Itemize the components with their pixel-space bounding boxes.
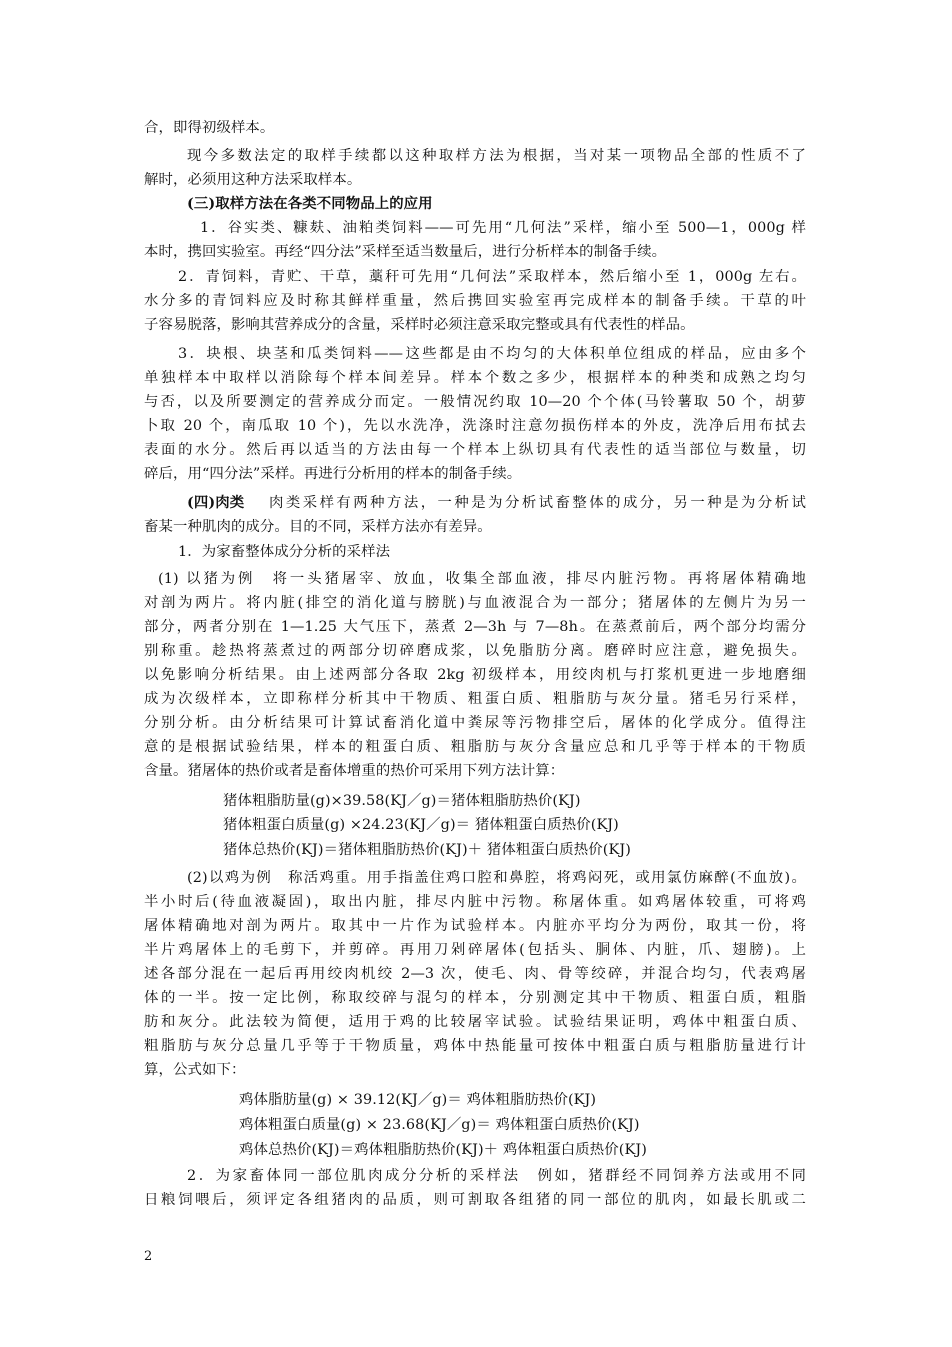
text-line: 对剖为两片。将内脏(排空的消化道与膀胱)与血液混合为一部分；猪屠体的左侧片为另一: [144, 595, 806, 611]
text-line: 意的是根据试验结果，样本的粗蛋白质、粗脂肪与灰分含量应总和几乎等于样本的干物质: [144, 739, 806, 755]
text-line: 2．青饲料，青贮、干草，藁秆可先用“几何法”采取样本，然后缩小至 1，000g 左右。: [178, 269, 806, 285]
text-line: 畜某一种肌肉的成分。目的不同，采样方法亦有差异。: [144, 519, 492, 535]
text-line: 1．谷实类、糠麸、油粕类饲料——可先用“几何法”采样，缩小至 500—1，000g 样: [200, 220, 806, 236]
text-line: 算，公式如下：: [144, 1062, 246, 1078]
text-line: 体的一半。按一定比例，称取绞碎与混匀的样本，分别测定其中干物质、粗蛋白质，粗脂: [144, 990, 806, 1006]
section-heading: (三)取样方法在各类不同物品上的应用: [187, 195, 433, 212]
text-line: (1) 以猪为例 将一头猪屠宰、放血，收集全部血液，排尽内脏污物。再将屠体精确地: [158, 571, 806, 587]
text-line: 合，即得初级样本。: [144, 120, 275, 136]
formula-line: 猪体粗蛋白质量(g) ×24.23(KJ／g)＝ 猪体粗蛋白质热价(KJ): [223, 817, 619, 833]
formula-line: 鸡体脂肪量(g) × 39.12(KJ／g)＝ 鸡体粗脂肪热价(KJ): [239, 1092, 597, 1108]
text-line: 1．为家畜整体成分分析的采样法: [178, 544, 391, 560]
formula-line: 鸡体粗蛋白质量(g) × 23.68(KJ／g)＝ 鸡体粗蛋白质热价(KJ): [239, 1117, 640, 1133]
text-line: 半小时后(待血液凝固)，取出内脏，排尽内脏中污物。称屠体重。如鸡屠体较重，可将鸡: [144, 894, 806, 910]
text-line: 卜取 20 个，南瓜取 10 个)，先以水洗净，洗涤时注意勿损伤样本的外皮，洗净后用布拭去: [144, 418, 806, 434]
text-line: 屠体精确地对剖为两片。取其中一片作为试验样本。内脏亦平均分为两份，取其一份，将: [144, 918, 806, 934]
text-line: 分别分析。由分析结果可计算试畜消化道中粪尿等污物排空后，屠体的化学成分。值得注: [144, 715, 806, 731]
text-line: 成为次级样本，立即称样分析其中干物质、粗蛋白质、粗脂肪与灰分量。猪毛另行采样，: [144, 691, 806, 707]
text-line: 子容易脱落，影响其营养成分的含量，采样时必须注意采取完整或具有代表性的样品。: [144, 317, 695, 333]
formula-line: 鸡体总热价(KJ)＝鸡体粗脂肪热价(KJ)＋ 鸡体粗蛋白质热价(KJ): [239, 1142, 647, 1158]
text-line: 与否，以及所要测定的营养成分而定。一般情况约取 10—20 个个体(马铃薯取 50 个，胡萝: [144, 394, 806, 410]
section-heading: (四)肉类: [187, 494, 245, 511]
formula-line: 猪体粗脂肪量(g)×39.58(KJ／g)＝猪体粗脂肪热价(KJ): [223, 793, 581, 809]
text-line: 水分多的青饲料应及时称其鲜样重量，然后携回实验室再完成样本的制备手续。干草的叶: [144, 293, 806, 309]
text-line: 3．块根、块茎和瓜类饲料——这些都是由不均匀的大体积单位组成的样品，应由多个: [178, 346, 806, 362]
text-line: 半片鸡屠体上的毛剪下，并剪碎。再用刀剁碎屠体(包括头、胴体、内脏，爪、翅膀)。上: [144, 942, 806, 958]
text-line: 以免影响分析结果。由上述两部分各取 2kg 初级样本，用绞肉机与打浆机更进一步地磨细: [144, 667, 806, 683]
page-number: 2: [144, 1249, 153, 1264]
text-line: 别称重。趁热将蒸煮过的两部分切碎磨成浆，以免脂肪分离。磨碎时应注意，避免损失。: [144, 643, 806, 659]
text-line: 述各部分混在一起后再用绞肉机绞 2—3 次，使毛、肉、骨等绞碎，并混合均匀，代表鸡屠: [144, 966, 806, 982]
text-line: 碎后，用“四分法”采样。再进行分析用的样本的制备手续。: [144, 466, 522, 482]
text-line: 本时，携回实验室。再经“四分法”采样至适当数量后，进行分析样本的制备手续。: [144, 244, 667, 260]
text-line: 粗脂肪与灰分总量几乎等于干物质量，鸡体中热能量可按体中粗蛋白质与粗脂肪量进行计: [144, 1038, 806, 1054]
text-line: 部分，两者分别在 1—1.25 大气压下，蒸煮 2—3h 与 7—8h。在蒸煮前后，两个部分均需分: [144, 619, 806, 635]
formula-line: 猪体总热价(KJ)＝猪体粗脂肪热价(KJ)＋ 猪体粗蛋白质热价(KJ): [223, 842, 631, 858]
text-line: 肪和灰分。此法较为简便，适用于鸡的比较屠宰试验。试验结果证明，鸡体中粗蛋白质、: [144, 1014, 806, 1030]
text-line: 含量。猪屠体的热价或者是畜体增重的热价可采用下列方法计算：: [144, 763, 565, 779]
text-line: 现今多数法定的取样手续都以这种取样方法为根据，当对某一项物品全部的性质不了: [187, 148, 806, 164]
text-line: (2)以鸡为例 称活鸡重。用手指盖住鸡口腔和鼻腔，将鸡闷死，或用氯仿麻醉(不血放)。: [187, 870, 806, 886]
text-line: 表面的水分。然后再以适当的方法由每一个样本上纵切具有代表性的适当部位与数量，切: [144, 442, 806, 458]
text-line: 肉类采样有两种方法，一种是为分析试畜整体的成分，另一种是为分析试: [269, 495, 806, 511]
text-line: 日粮饲喂后，须评定各组猪肉的品质，则可割取各组猪的同一部位的肌肉，如最长肌或二: [144, 1192, 806, 1208]
text-line: 2．为家畜体同一部位肌肉成分分析的采样法 例如，猪群经不同饲养方法或用不同: [187, 1168, 806, 1184]
text-line: 单独样本中取样以消除每个样本间差异。样本个数之多少，根据样本的种类和成熟之均匀: [144, 370, 806, 386]
text-line: 解时，必须用这种方法采取样本。: [144, 172, 362, 188]
